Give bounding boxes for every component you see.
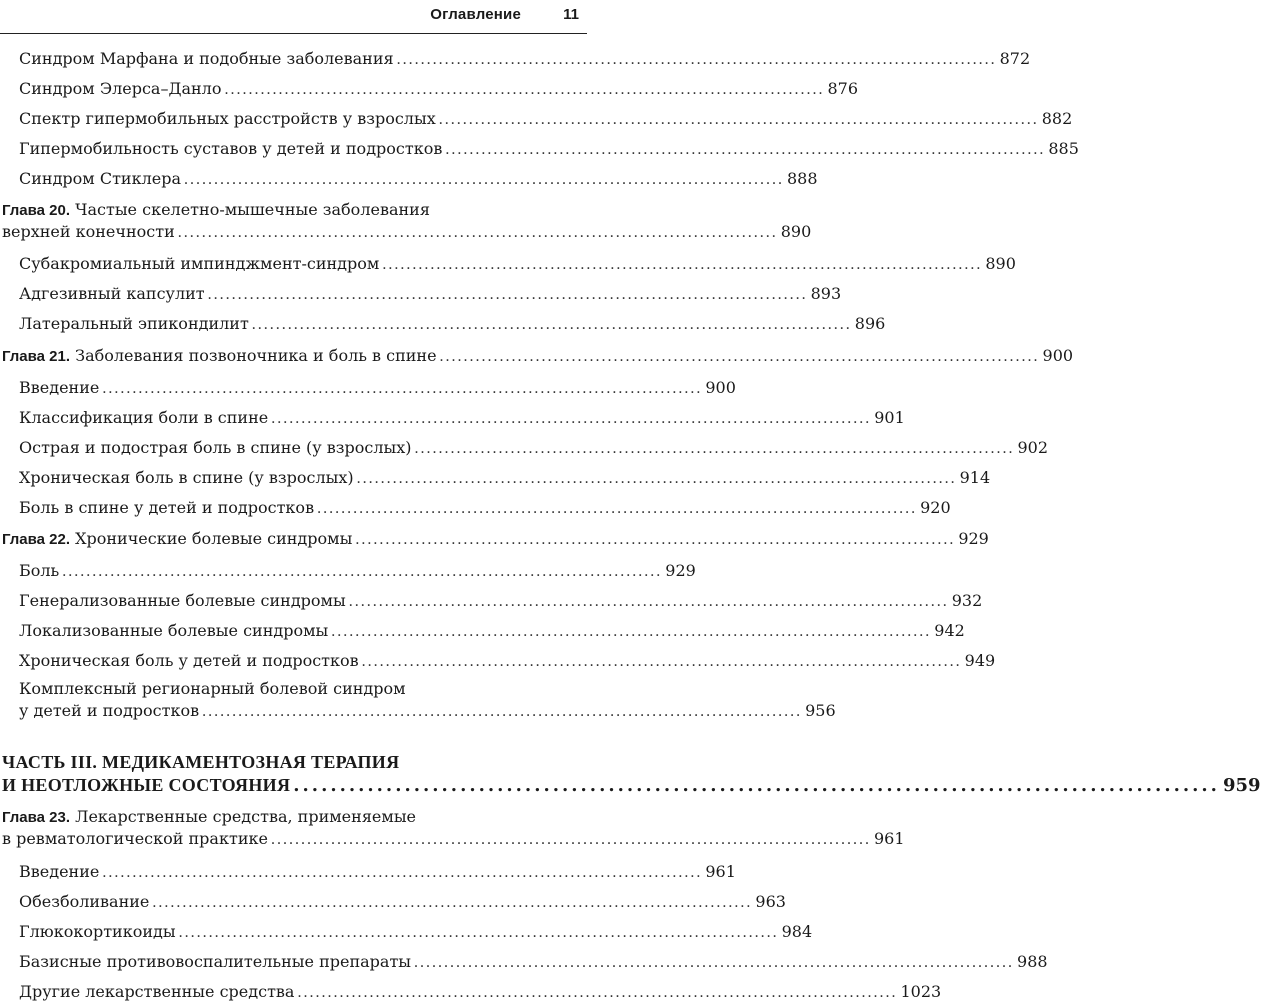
toc-entry-title: Генерализованные болевые синдромы xyxy=(19,591,346,610)
dot-leader: .................................................................................................... xyxy=(382,256,983,273)
toc-entry xyxy=(19,139,1079,159)
toc-entry-title: Классификация боли в спине xyxy=(19,408,269,427)
toc-entry-page: 896 xyxy=(854,314,886,333)
part-page: 959 xyxy=(1222,775,1261,796)
toc-entry-title: Синдром Стиклера xyxy=(19,169,181,188)
dot-leader: .................................................................................................... xyxy=(207,286,808,303)
toc-entry-page: 901 xyxy=(874,408,905,427)
dot-leader: .................................................................................................... xyxy=(184,171,784,188)
toc-entry xyxy=(19,438,1049,458)
toc-entry-title: Боль xyxy=(19,561,60,580)
toc-entry-title: Синдром Марфана и подобные заболевания xyxy=(19,49,394,68)
toc-entry xyxy=(19,169,818,189)
dot-leader: .................................................................................................... xyxy=(177,224,778,241)
part-heading-line1: ЧАСТЬ III. МЕДИКАМЕНТОЗНАЯ ТЕРАПИЯ xyxy=(2,752,400,772)
toc-entry-title: Латеральный эпикондилит xyxy=(19,314,249,333)
header-rule xyxy=(0,33,587,34)
dot-leader: .................................................................................................... xyxy=(62,563,663,580)
toc-entry-page: 876 xyxy=(827,79,858,98)
toc-entry-page: 914 xyxy=(959,468,991,487)
toc-entry xyxy=(19,109,1073,129)
toc-entry xyxy=(19,922,813,942)
dot-leader: .................................................................................................... xyxy=(414,440,1015,457)
part-heading-line2 xyxy=(2,774,1261,796)
toc-entry xyxy=(19,408,905,428)
toc-entry-title: Боль в спине у детей и подростков xyxy=(19,498,315,517)
toc-entry-title: Глюкокортикоиды xyxy=(19,922,176,941)
toc-entry-page: 920 xyxy=(920,498,951,517)
chapter-page: 890 xyxy=(780,222,812,241)
dot-leader: .................................................................................................... xyxy=(178,924,779,941)
toc-entry-page: 929 xyxy=(665,561,696,580)
dot-leader: .................................................................................................... xyxy=(202,703,803,720)
chapter-heading-line1 xyxy=(2,200,430,221)
dot-leader: .................................................................................................... xyxy=(297,984,898,1001)
toc-entry-page: 885 xyxy=(1048,139,1079,158)
toc-entry xyxy=(19,498,951,518)
chapter-title: Лекарственные средства, применяемые xyxy=(70,807,417,826)
chapter-title: Хронические болевые синдромы xyxy=(70,529,353,548)
dot-leader: .................................................................................................... xyxy=(355,531,956,548)
toc-entry xyxy=(19,591,983,611)
toc-entry-title: Спектр гипермобильных расстройств у взрослых xyxy=(19,109,436,128)
toc-entry xyxy=(19,49,1031,69)
dot-leader: .................................................................................................... xyxy=(251,316,852,333)
dot-leader: .................................................................................................... xyxy=(348,593,949,610)
toc-entry xyxy=(19,314,886,334)
dot-leader: .................................................................................................... xyxy=(102,380,703,397)
toc-entry-page: 1023 xyxy=(900,982,942,1001)
toc-entry-page: 949 xyxy=(964,651,996,670)
toc-entry-page: 984 xyxy=(781,922,813,941)
toc-entry-title: Введение xyxy=(19,862,100,881)
dot-leader: .................................................................................................... xyxy=(331,623,932,640)
toc-entry-title: Обезболивание xyxy=(19,892,150,911)
chapter-page: 961 xyxy=(873,829,905,848)
toc-entry-title: Острая и подострая боль в спине (у взрослых) xyxy=(19,438,412,457)
toc-entry-page: 888 xyxy=(787,169,818,188)
toc-entry xyxy=(19,254,1016,274)
toc-entry-title: Локализованные болевые синдромы xyxy=(19,621,329,640)
toc-entry-title: Базисные противовоспалительные препараты xyxy=(19,952,412,971)
chapter-page: 900 xyxy=(1042,346,1074,365)
toc-entry-title: Синдром Элерса–Данло xyxy=(19,79,222,98)
chapter-heading xyxy=(2,529,989,549)
toc-entry-title: Субакромиальный импинджмент-синдром xyxy=(19,254,380,273)
dot-leader: .................................................................................................... xyxy=(361,653,962,670)
running-title: Оглавление xyxy=(430,6,521,23)
toc-entry-page: 902 xyxy=(1017,438,1049,457)
running-header xyxy=(0,6,587,28)
toc-entry-page: 961 xyxy=(705,862,736,881)
page-number: 11 xyxy=(563,6,579,23)
chapter-heading xyxy=(2,346,1074,366)
dot-leader: .................................................................................................... xyxy=(396,51,997,68)
toc-entry xyxy=(19,378,736,398)
toc-entry xyxy=(19,651,996,671)
toc-entry-page: 900 xyxy=(705,378,736,397)
toc-entry xyxy=(19,468,991,488)
toc-entry-page: 988 xyxy=(1017,952,1048,971)
dot-leader: .................................................................................................... xyxy=(224,81,825,98)
part-title-cont: И НЕОТЛОЖНЫЕ СОСТОЯНИЯ xyxy=(2,775,291,795)
toc-entry-title: Введение xyxy=(19,378,100,397)
dot-leader: .................................................................................................... xyxy=(356,470,957,487)
toc-entry xyxy=(19,892,786,912)
chapter-heading-line2 xyxy=(2,829,905,849)
dot-leader: .................................................................................................... xyxy=(414,954,1015,971)
chapter-prefix: Глава 21. xyxy=(2,348,71,365)
chapter-prefix: Глава 23. xyxy=(2,809,71,826)
toc-entry xyxy=(19,701,836,721)
chapter-page: 929 xyxy=(958,529,989,548)
toc-entry xyxy=(19,561,696,581)
dot-leader: .................................................................................................... xyxy=(317,500,918,517)
dot-leader: .................................................................................................... xyxy=(293,775,1220,796)
toc-entry xyxy=(19,284,842,304)
toc-entry xyxy=(19,952,1048,972)
chapter-title-cont: верхней конечности xyxy=(2,222,175,241)
chapter-heading-line1 xyxy=(2,807,416,828)
chapter-title: Заболевания позвоночника и боль в спине xyxy=(70,346,437,365)
toc-entry xyxy=(19,862,736,882)
toc-entry-title: у детей и подростков xyxy=(19,701,200,720)
toc-entry xyxy=(19,79,858,99)
toc-entry-title: Адгезивный капсулит xyxy=(19,284,205,303)
toc-entry-page: 890 xyxy=(985,254,1016,273)
chapter-prefix: Глава 22. xyxy=(2,531,71,548)
chapter-prefix: Глава 20. xyxy=(2,202,71,219)
dot-leader: .................................................................................................... xyxy=(102,864,703,881)
toc-entry-title: Другие лекарственные средства xyxy=(19,982,295,1001)
toc-entry-page: 956 xyxy=(805,701,836,720)
toc-entry-title: Хроническая боль у детей и подростков xyxy=(19,651,359,670)
dot-leader: .................................................................................................... xyxy=(445,141,1046,158)
chapter-title-wrap xyxy=(2,346,437,367)
toc-entry-page: 963 xyxy=(755,892,786,911)
dot-leader: .................................................................................................... xyxy=(270,831,871,848)
toc-entry-page: 893 xyxy=(810,284,842,303)
toc-entry-title: Хроническая боль в спине (у взрослых) xyxy=(19,468,354,487)
toc-entry xyxy=(19,621,965,641)
toc-entry-line1: Комплексный регионарный болевой синдром xyxy=(19,679,406,698)
toc-entry-page: 932 xyxy=(951,591,983,610)
toc-entry xyxy=(19,982,942,1002)
toc-entry-page: 882 xyxy=(1041,109,1073,128)
dot-leader: .................................................................................................... xyxy=(271,410,872,427)
dot-leader: .................................................................................................... xyxy=(439,348,1040,365)
chapter-title-cont: в ревматологической практике xyxy=(2,829,268,848)
dot-leader: .................................................................................................... xyxy=(152,894,753,911)
chapter-heading-line2 xyxy=(2,222,812,242)
toc-entry-page: 942 xyxy=(934,621,965,640)
dot-leader: .................................................................................................... xyxy=(438,111,1039,128)
toc-entry-title: Гипермобильность суставов у детей и подростков xyxy=(19,139,443,158)
toc-entry-page: 872 xyxy=(999,49,1031,68)
chapter-title-wrap xyxy=(2,529,352,550)
chapter-title: Частые скелетно-мышечные заболевания xyxy=(70,200,430,219)
